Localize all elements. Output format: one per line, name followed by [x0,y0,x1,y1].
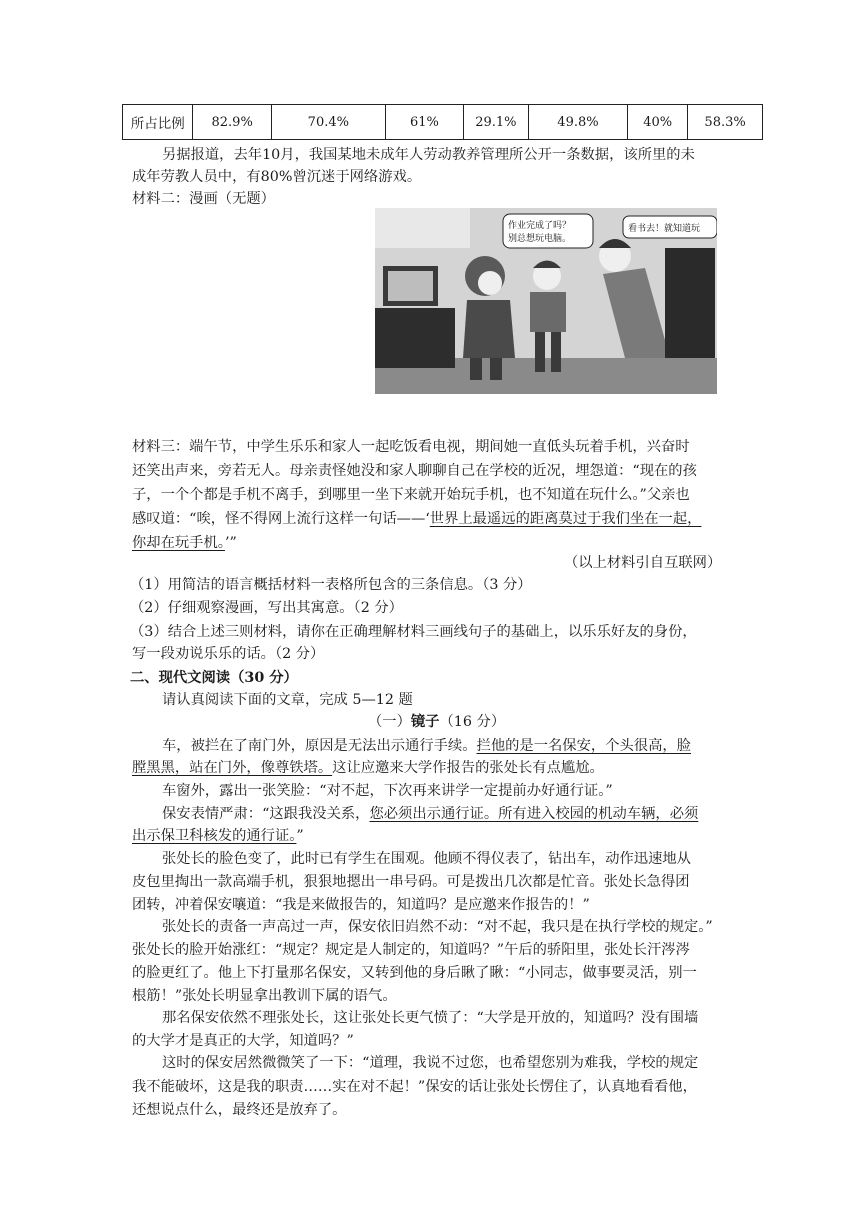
underlined-sentence: 拦他的是一名保安，个头很高，脸 [476,738,691,754]
story-line: 那名保安依然不理张处长，这让张处长更气愤了：“大学是开放的，知道吗？没有围墙 [162,1010,699,1026]
story-line: 的脸更红了。他上下打量那名保安，又转到他的身后瞅了瞅：“小同志，做事要灵活，别一 [132,965,697,981]
underlined-sentence: 出示保卫科核发的通行证。 [132,828,297,844]
underlined-sentence: 膛黑黑，站在门外，像尊铁塔。 [132,760,333,776]
cartoon-image [375,208,717,394]
material3-text: 感叹道：“唉，怪不得网上流行这样一句话——‘ [132,511,430,527]
table-cell: 70.4% [271,105,385,140]
report-line: 另据报道，去年10月，我国某地未成年人劳动教养管理所公开一条数据，该所里的未 [162,147,695,163]
story-text: 保安表情严肃：“这跟我没关系， [162,806,370,822]
story-line: 车窗外，露出一张笑脸：“对不起，下次再来讲学一定提前办好通行证。” [162,783,613,799]
story-line: 张处长的脸开始涨红：“规定？规定是人制定的，知道吗？”午后的骄阳里，张处长汗涔涔 [132,942,690,958]
subtitle-score: （16 分） [439,714,506,730]
section-instruction: 请认真阅读下面的文章，完成 5—12 题 [162,692,413,708]
story-line [162,803,698,825]
story-line: 张处长的责备一声高过一声，保安依旧岿然不动：“对不起，我只是在执行学校的规定。” [162,919,713,935]
question-3: （3）结合上述三则材料，请你在正确理解材料三画线句子的基础上，以乐乐好友的身份， [130,624,697,640]
story-text: ” [296,828,304,844]
bubble-right: 看书去！就知道玩 [628,224,701,234]
statistics-table [122,104,763,140]
table-cell: 49.8% [528,105,627,140]
underlined-sentence: 你却在玩手机。 [132,535,225,551]
section-heading: 二、现代文阅读（30 分） [130,670,298,686]
story-line: 还想说点什么，最终还是放弃了。 [132,1102,347,1118]
story-line [132,757,604,779]
table-cell: 82.9% [193,105,271,140]
question-3-cont: 写一段劝说乐乐的话。（2 分） [132,646,325,662]
article-subtitle [368,711,505,733]
material3-line [132,532,237,554]
story-line: 这时的保安居然微微笑了一下：“道理，我说不过您，也希望您别为难我，学校的规定 [162,1055,699,1071]
material2-title: 材料二：漫画（无题） [132,191,275,207]
story-line: 团转，冲着保安嚷道：“我是来做报告的，知道吗？是应邀来作报告的！” [132,897,590,913]
story-line: 我不能破坏，这是我的职责……实在对不起！”保安的话让张处长愣住了，认真地看看他， [132,1079,697,1095]
material3-line: 还笑出声来，旁若无人。母亲责怪她没和家人聊聊自己在学校的近况，埋怨道：“现在的孩 [132,463,697,479]
source-note: （以上材料引自互联网） [564,555,722,571]
table-cell: 40% [628,105,688,140]
underlined-sentence: 世界上最遥远的距离莫过于我们坐在一起， [429,511,702,527]
table-row [123,105,763,140]
story-line: 张处长的脸色变了，此时已有学生在围观。他顾不得仪表了，钻出车，动作迅速地从 [162,851,691,867]
material3-line [132,508,701,530]
story-text: 车，被拦在了南门外，原因是无法出示通行手续。 [162,738,477,754]
story-line: 的大学才是真正的大学，知道吗？” [132,1033,354,1049]
bubble-left-line2: 别总想玩电脑。 [508,234,572,244]
report-line: 成年劳教人员中，有80%曾沉迷于网络游戏。 [132,169,422,185]
table-cell: 61% [385,105,463,140]
story-line [132,825,304,847]
table-cell: 58.3% [688,105,763,140]
cartoon-drawing [375,208,717,394]
story-line [162,735,691,757]
material3-line: 材料三：端午节，中学生乐乐和家人一起吃饭看电视，期间她一直低头玩着手机，兴奋时 [132,439,690,455]
question-2: （2）仔细观察漫画，写出其寓意。（2 分） [130,600,403,616]
question-1: （1）用简洁的语言概括材料一表格所包含的三条信息。（3 分） [130,577,532,593]
bubble-left-line1: 作业完成了吗？ [508,221,572,231]
table-row-label: 所占比例 [123,105,193,140]
table-cell: 29.1% [464,105,529,140]
material3-line: 子，一个个都是手机不离手，到哪里一坐下来就开始玩手机，也不知道在玩什么。”父亲也 [132,487,690,503]
story-line: 根筋！”张处长明显拿出教训下属的语气。 [132,988,397,1004]
subtitle-prefix: （一） [368,714,411,730]
material3-text: ’” [224,535,237,551]
story-text: 这让应邀来大学作报告的张处长有点尴尬。 [332,760,604,776]
underlined-sentence: 您必须出示通行证。所有进入校园的机动车辆，必须 [369,806,699,822]
story-line: 皮包里掏出一款高端手机，狠狠地摁出一串号码。可是拨出几次都是忙音。张处长急得团 [132,874,690,890]
subtitle-title: 镜子 [410,714,440,730]
